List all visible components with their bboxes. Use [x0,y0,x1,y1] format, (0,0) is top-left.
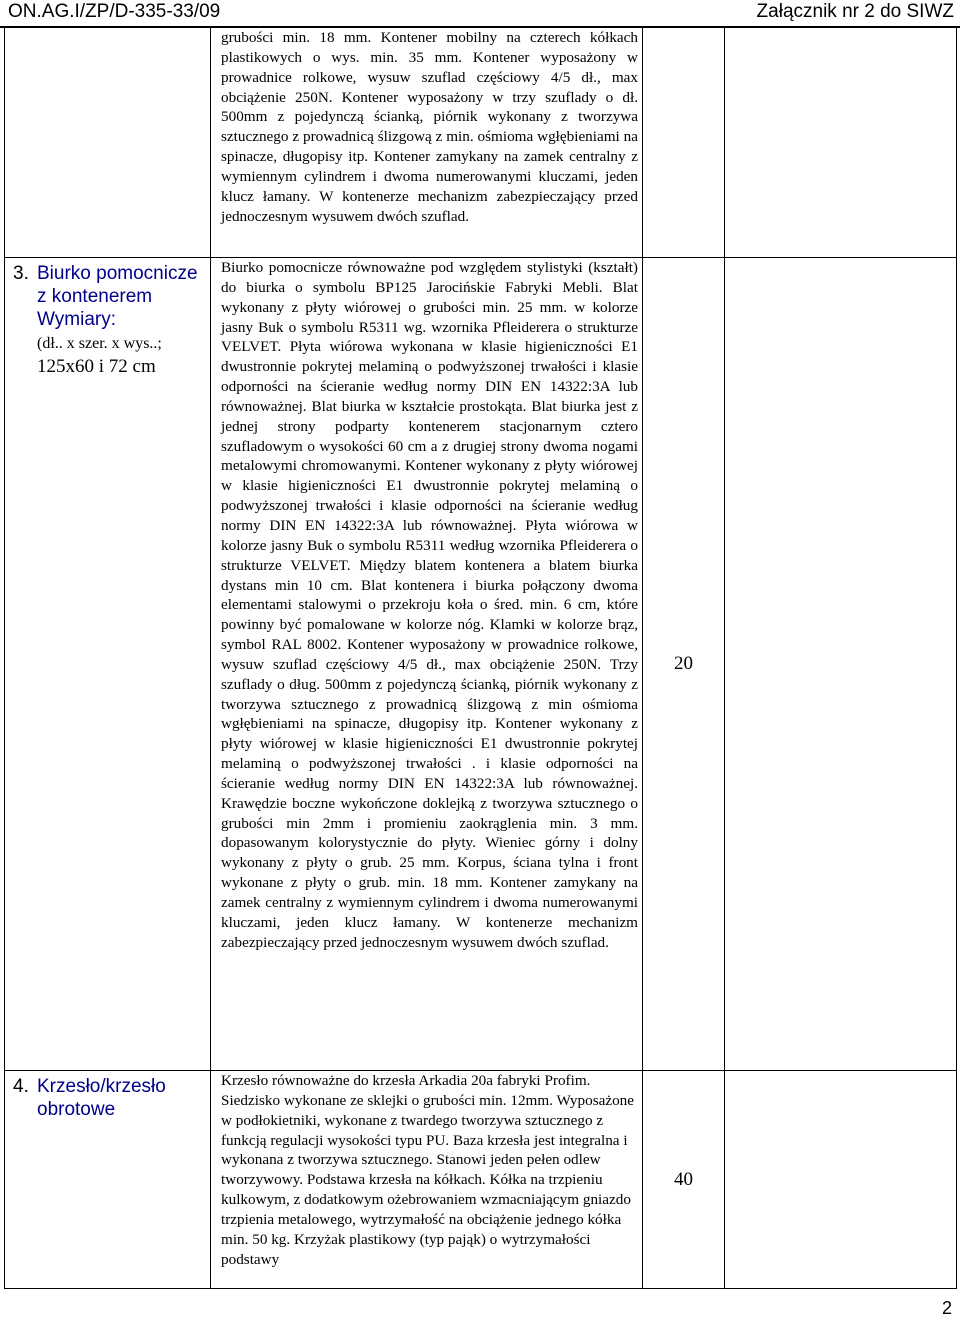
quantity-cell [643,1071,725,1289]
document-reference: ON.AG.I/ZP/D-335-33/09 [8,1,221,22]
item-description: grubości min. 18 mm. Kontener mobilny na czterech kółkach plastikowych o wys. min. 35 mm. Kontener wyposażony w prowadnice rolkowe, wysuw szuflad częściowy 4/5 dł., max obciążenie 250N. Kontener wyposażony w trzy szuflady o dł. 500mm z pojedynczą ścianką, piórnik wykonany z tworzywa sztucznego z prowadnicą ślizgową z min. ośmioma wgłębieniami na spinacze, długopisy itp. Kontener zamykany na zamek centralny z wymiennym cylindrem i dwoma numerowanymi kluczami, jeden klucz łamany. W kontenerze mechanizm zabezpieczający przed jednoczesnym wysuwem dwóch szuflad. [221,29,638,225]
item-name [5,258,210,378]
item-number: 4. [13,1076,29,1097]
item-name [5,1071,210,1121]
table-row [5,1071,957,1289]
item-title: Biurko pomocnicze z kontenerem [37,263,198,307]
item-name-cell [5,28,211,258]
notes-cell [725,258,957,1071]
dimensions-label: Wymiary: [37,309,116,330]
quantity-cell [643,28,725,258]
item-name-cell [5,1071,211,1289]
notes-cell [725,28,957,258]
attachment-label: Załącznik nr 2 do SIWZ [756,1,954,22]
description-cell [211,1071,643,1289]
item-quantity: 40 [674,1168,693,1190]
description-cell [211,258,643,1071]
description-cell [211,28,643,258]
page-number: 2 [941,1298,952,1318]
dimensions-value: 125x60 i 72 cm [37,356,156,377]
item-quantity: 20 [674,653,693,674]
dimensions-format: (dł.. x szer. x wys..; [37,335,162,352]
item-description: Biurko pomocnicze równoważne pod względem stylistyki (kształt) do biurka o symbolu BP125 Jarocińskie Fabryki Mebli. Blat wykonany z płyty wiórowej o grubości min. 25 mm. w kolorze jasny Buk o symbolu R5311 wg. wzornika Pfleiderera o strukturze VELVET. Płyta wiórowa wykonana w klasie higieniczności E1 dwustronnie pokrytej melaminą o podwyższonej trwałości i klasie odporności na ścieranie według normy DIN EN 14322:3A lub równoważnej. Blat biurka w kształcie prostokąta. Blat biurka jest z jednej strony podparty kontenerem stacjonarnym cztero szufladowym o wysokości 60 cm a z drugiej strony dwoma nogami metalowymi chromowanymi. Kontener wykonany z płyty wiórowej w klasie higieniczności E1 dwustronnie pokrytej melaminą o podwyższonej trwałości i klasie odporności na ścieranie według normy DIN EN 14322:3A lub równoważnej. Płyta wiórowa w kolorze jasny Buk o symbolu R5311 według wzornika Pfleiderera o strukturze VELVET. Między blatem kontenera a blatem biurka dystans min 10 cm. Blat kontenera i biurka połączony dwoma elementami stalowymi o przekroju koła o śred. min. 6 cm, które powinny być pomalowane w kolorze nóg. Klamki w kolorze brąz, symbol RAL 8002. Kontener wyposażony w prowadnice rolkowe, wysuw szuflad częściowy 4/5 dł., max obciążenie 250N. Trzy szuflady o dług. 500mm z pojedynczą ścianką, piórnik wykonany z tworzywa sztucznego z prowadnicą ślizgową z min ośmioma wgłębieniami na spinacze, długopisy itp. Kontener wykonany z płyty wiórowej w klasie higieniczności E1 dwustronnie pokrytej melaminą o podwyższonej trwałości . i klasie odporności na ścieranie według normy DIN EN 14322:3A lub równoważnej. Krawędzie boczne wykończone doklejką z tworzywa sztucznego o grubości min 2mm i promieniu zaokrąglenia min. 3 mm. dopasowanym kolorystycznie do płyty. Wieniec górny i dolny wykonany z płyty o grub. 25 mm. Korpus, ściana tylna i front wykonane z płyty o grub. min. 18 mm. Kontener zamykany na zamek centralny z wymiennym cylindrem i dwoma numerowanymi kluczami, jeden klucz łamany. W kontenerze mechanizm zabezpieczający przed jednoczesnym wysuwem dwóch szuflad. [221,259,638,951]
table-row [5,258,957,1071]
item-name-cell [5,258,211,1071]
item-description: Krzesło równoważne do krzesła Arkadia 20a fabryki Profim. Siedzisko wykonane ze sklejki o grubości min. 12mm. Wyposażone w podłokietniki, wykonane z twardego tworzywa sztucznego z funkcją regulacji wysokości typu PU. Baza krzesła jest integralna i wykonana z tworzywa sztucznego. Stanowi jeden pełen odlew tworzywowy. Podstawa krzesła na kółkach. Kółka na trzpieniu kulkowym, z dodatkowym ożebrowaniem wzmacniającym gniazdo trzpienia metalowego, wytrzymałość na obciążenie jednego kółka min. 50 kg. Krzyżak plastikowy (typ pająk) o wytrzymałości podstawy [221,1072,635,1268]
item-number: 3. [13,263,29,284]
quantity-cell [643,258,725,1071]
page-header [0,0,960,28]
specification-table [4,27,957,1289]
notes-cell [725,1071,957,1289]
table-row [5,28,957,258]
item-title: Krzesło/krzesło obrotowe [37,1076,166,1120]
